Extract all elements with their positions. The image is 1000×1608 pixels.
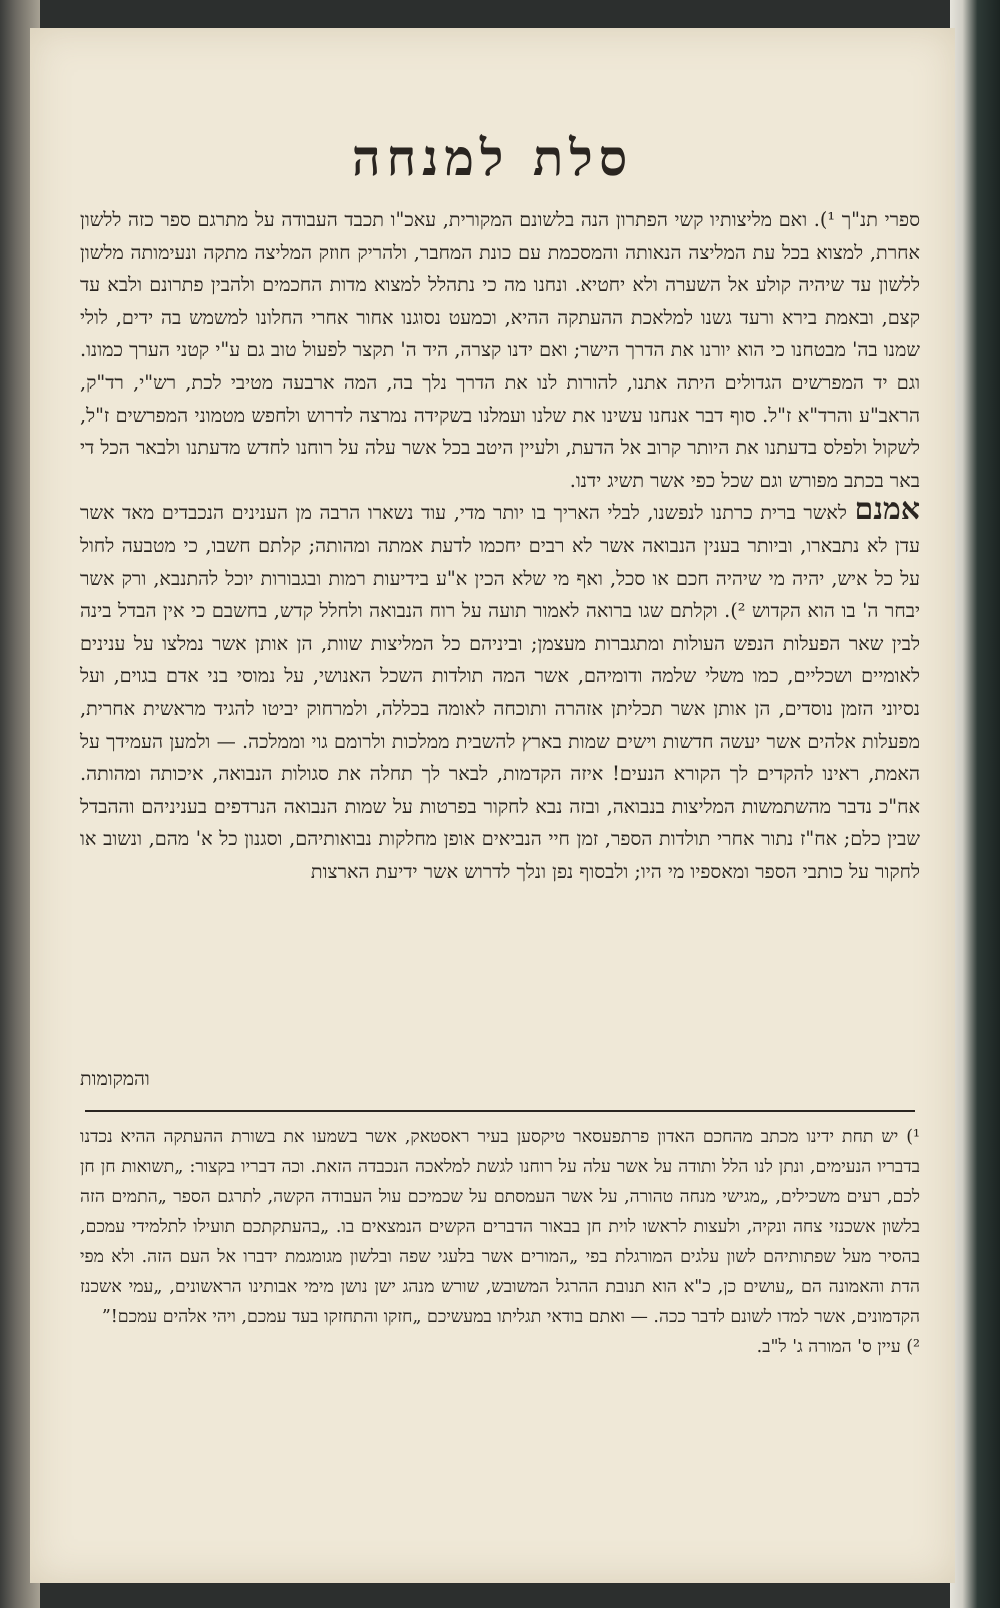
book-page xyxy=(30,28,955,1583)
paragraph-1: ספרי תנ"ך ¹). ואם מליצותיו קשי הפתרון הנה בלשונם המקורית, עאכ"ו תכבד העבודה על מתרגם ספר כזה ללשון אחרת, למצוא בכל עת המליצה הנאותה והמסכמת עם כונת המחבר, ולהריק חוזק המליצה מתקה ונעימותה מלשון ללשון עד שיהיה קולע אל השערה ולא יחטיא. ונחנו מה כי נתהלל למצוא מדות החכמים ולהבין פתרונם ולבא עד קצם, ובאמת בירא ורעד גשנו למלאכת ההעתקה ההיא, וכמעט נסוגנו אחור אחרי החלונו למשמש בה ידים, לולי שמנו בה' מבטחנו כי הוא יורנו את הדרך הישר; ואם ידנו קצרה, היד ה' תקצר לפעול טוב גם ע"י קטני הערך כמונו. וגם יד המפרשים הגדולים היתה אתנו, להורות לנו את הדרך נלך בה, המה ארבעה מטיבי לכת, רש"י, רד"ק, הראב"ע והרד"א ז"ל. סוף דבר אנחנו עשינו את שלנו ועמלנו בשקידה נמרצה לדרוש ולחפש מטמוני המפרשים ז"ל, לשקול ולפלס בדעתנו את היותר קרוב אל הדעת, ולעיין היטב בכל אשר עלה על רוחנו לחדש מדעתנו ולבאר הכל די באר בכתב מפורש וגם שכל כפי אשר תשיג ידנו. xyxy=(80,208,920,492)
catchword: והמקומות xyxy=(80,1068,150,1090)
footnote-divider xyxy=(85,1110,915,1112)
paragraph-2-text: לאשר ברית כרתנו לנפשנו, לבלי האריך בו יותר מדי, עוד נשארו הרבה מן הענינים הנכבדים מאד אשר עדן לא נתבארו, וביותר בענין הנבואה אשר לא רבים יחכמו לדעת אמתה ומהותה; קלתם חשבו, כי מטבעה לחול על כל איש, יהיה מי שיהיה חכם או סכל, ואף מי שלא הכין א"ע בידיעות רמות ובגבורות יוכל להתנבא, ורק אשר יבחר ה' בו הוא הקדוש ²). וקלתם שגו ברואה לאמור תועה על רוח הנבואה ולחלל קדש, בחשבם כי אין הבדל בינה לבין שאר הפעלות הנפש העולות ומתגברות מעצמן; וביניהם כל המליצות שוות, הן אותן אשר נמלצו על ענינים לאומיים ושכליים, כמו משלי שלמה ודומיהם, אשר המה תולדות השכל האנושי, על נמוסי בני אדם בגוים, ועל נסיוני הזמן נוסדים, הן אותן אשר תכליתן אזהרה ותוכחה לאומה בכללה, ולמרחוק יביטו להגיד מראשית אחרית, מפעלות אלהים אשר יעשה חדשות וישים שמות בארץ להשבית ממלכות ולרומם גוי וממלכה. — ולמען העמידך על האמת, ראינו להקדים לך הקורא הנעים! איזה הקדמות, לבאר לך תחלה את סגולות הנבואה, איכותה ומהותה. אח"כ נדבר מהשתמשות המליצות בנבואה, ובזה נבא לחקור בפרטות על שמות הנבואה הנרדפים בעניניהם וההבדל שבין כלם; אח"ז נתור אחרי תולדות הספר, זמן חיי הנביאים אופן מחלקות נבואותיהם, וסגנון כל א' מהם, ונשוב או לחקור על כותבי הספר ומאספיו מי היו; ולבסוף נפן ונלך לדרוש אשר ידיעת הארצות xyxy=(80,501,920,883)
main-text xyxy=(80,204,920,888)
paragraph-2 xyxy=(80,492,920,888)
footnote-2: ²) עיין ס' המורה ג' ל"ב. xyxy=(756,1337,920,1357)
footnotes xyxy=(80,1122,920,1362)
page-title: סלת למנחה xyxy=(351,128,634,187)
lead-word: אמנם xyxy=(854,492,920,528)
book-edge-right xyxy=(950,0,1000,1608)
footnote-1: ¹) יש תחת ידינו מכתב מהחכם האדון פרתפעסאר טיקסען בעיר ראסטאק, אשר בשמעו את בשורת ההעתקה ההיא נכדנו בדבריו הנעימים, ונתן לנו הלל ותודה על אשר עלה על רוחנו לגשת למלאכה הנכבדה הזאת. וכה דבריו בקצור: „תשואות חן חן לכם, רעים משכילים, „מגישי מנחה טהורה, על אשר העמסתם על שכמיכם עול העבודה הקשה, לתרגם הספר „התמים הזה בלשון אשכנזי צחה ונקיה, ולעצות לראשו לוית חן בבאור הדברים הקשים הנמצאים בו. „בהעתקתכם תועילו לתלמידי עמכם, בהסיר מעל שפתותיהם לשון עלגים המורגלת בפי „המורים אשר בלעגי שפה ובלשון מגומגמת ידברו אל העם הזה. ולא מפי הדת והאמונה הם „עושים כן, כ"א הוא תנובת ההרגל המשובש, שורש מנהג ישן נושן מימי אבותינו הראשונים, „עמי אשכנז הקדמונים, אשר למדו לשונם לדבר ככה. — ואתם בודאי תגליתו במעשיכם „חזקו והתחזקו בעד עמכם, ויהי אלהים עמכם!” xyxy=(80,1127,920,1327)
